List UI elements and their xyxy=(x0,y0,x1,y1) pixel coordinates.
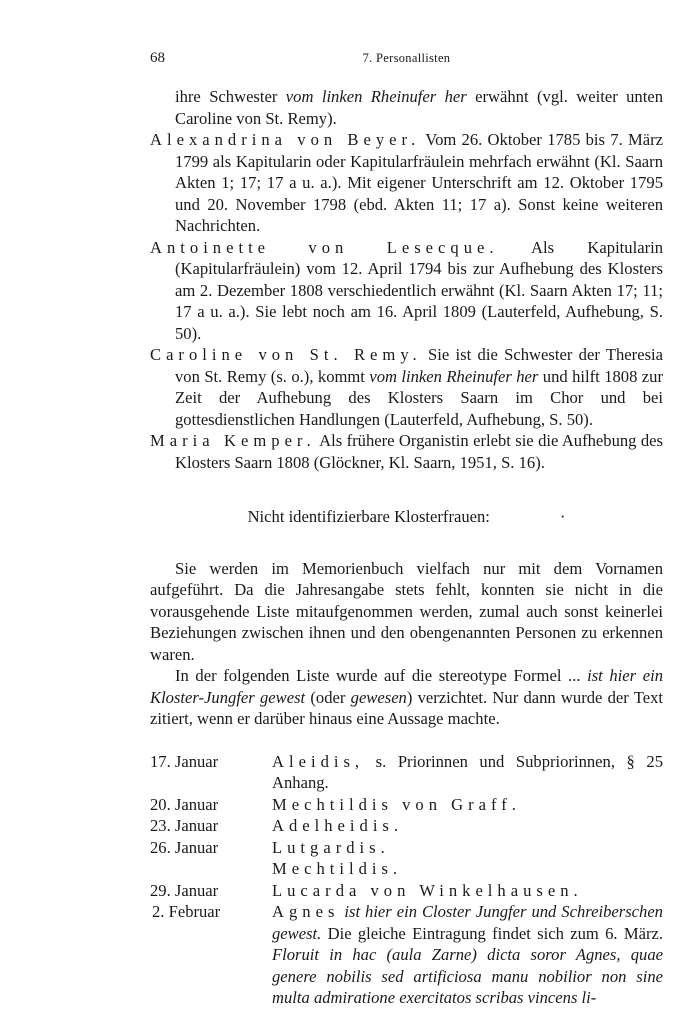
person-name: Caroline von St. Remy. xyxy=(150,345,422,364)
date-list xyxy=(150,751,663,1009)
list-item xyxy=(150,837,663,859)
person-name: Alexandrina von Beyer. xyxy=(150,130,421,149)
text-run: In der folgenden Liste wurde auf die stereotype Formel ... xyxy=(175,666,588,685)
italic-text: vom linken Rheinufer her xyxy=(369,366,539,386)
italic-text: gewesen xyxy=(350,687,407,707)
list-description xyxy=(272,880,663,902)
list-item xyxy=(150,901,663,1009)
list-item xyxy=(150,880,663,902)
running-title: 7. Personallisten xyxy=(362,51,451,65)
person-name: Antoinette von Lesecque. xyxy=(150,237,499,257)
text-run: ihre Schwester xyxy=(175,87,286,106)
list-item xyxy=(150,858,663,880)
text-run: Vom 26. Oktober 1785 bis 7. März 1799 als Kapitularin oder Kapitularfräulein mehrfach erwähnt (Kl. Saarn Akten 1; 17; 17 a u. a.). Mit eigener Unterschrift am 12. Oktober 1795 und 20. November 1798 (ebd. Akten 11; 17 a). Sonst keine weiteren Nachrichten. xyxy=(175,130,663,235)
person-name: Agnes xyxy=(272,902,340,921)
person-name: Maria Kemper. xyxy=(150,431,316,450)
person-name: Aleidis, xyxy=(272,751,365,771)
body-paragraph xyxy=(150,665,663,730)
list-date xyxy=(150,858,272,880)
list-description xyxy=(272,858,663,880)
person-name: Mechtildis. xyxy=(272,859,403,878)
list-item xyxy=(150,815,663,837)
text-run: ) verzichtet. Nur dann wurde der Text zitiert, wenn er darüber hinaus eine Aussage machte. xyxy=(150,687,664,728)
list-item xyxy=(150,794,663,816)
text-run: Sie werden im Memorienbuch vielfach nur mit dem Vornamen aufgeführt. Da die Jahresangabe stets fehlt, konnten sie nicht in die vorausgehende Liste mitaufgenommen werden, zumal auch sonst keinerlei Beziehungen zwischen ihnen und den obengenannten Personen zu erkennen waren. xyxy=(150,558,663,664)
person-name: Mechtildis von Graff. xyxy=(272,794,521,814)
personnel-entry xyxy=(150,129,663,237)
list-date: 29. Januar xyxy=(150,880,219,900)
text-run: s. Priorinnen und Subpriorinnen, § 25 Anhang. xyxy=(272,751,663,792)
section-heading xyxy=(150,506,663,528)
italic-text: vom linken Rheinufer her xyxy=(285,87,467,106)
text-run: (oder xyxy=(305,687,351,707)
text-run: Sie ist die Schwester der Theresia von St. Remy (s. o.), kommt xyxy=(175,345,663,386)
list-description xyxy=(272,794,663,816)
list-item xyxy=(150,751,663,794)
list-date: 17. Januar xyxy=(150,751,219,771)
italic-text: ist hier ein Kloster-Jungfer gewest xyxy=(150,666,663,707)
italic-text: Floruit in hac (aula Zarne) dicta soror Agnes, quae genere nobilis sed artificiosa manu nobilior non sine multa admiratione exercitatos scribas vincens li- xyxy=(272,945,663,1007)
list-date: 23. Januar xyxy=(150,816,219,835)
text-run: und hilft 1808 zur Zeit der Aufhebung des Klosters Saarn im Chor und bei gottesdienstlichen Handlungen (Lauterfeld, Aufhebung, S. 50). xyxy=(175,366,663,429)
page-number: 68 xyxy=(150,50,165,66)
list-description xyxy=(272,901,663,1009)
list-description xyxy=(272,837,663,859)
text-run: Die gleiche Eintragung findet sich zum 6. März. xyxy=(321,923,663,943)
person-name: Lucarda von Winkelhausen. xyxy=(272,880,583,900)
section-heading-text: Nicht identifizierbare Klosterfrauen: xyxy=(247,507,490,526)
body-paragraph xyxy=(150,558,663,666)
intro-paragraphs xyxy=(150,558,663,730)
list-date: 20. Januar xyxy=(150,794,219,814)
personnel-entries xyxy=(150,86,663,473)
person-name: Adelheidis. xyxy=(272,816,404,835)
italic-text: ist hier ein Closter Jungfer und Schreiberschen gewest. xyxy=(272,902,663,943)
list-description xyxy=(272,815,663,837)
text-run: Als Kapitularin (Kapitularfräulein) vom 12. April 1794 bis zur Aufhebung des Klosters am 2. Dezember 1808 verschiedentlich erwähnt (Kl. Saarn Akten 17; 11; 17 a u. a.). Sie lebt noch am 16. April 1809 (Lauterfeld, Aufhebung, S. 50). xyxy=(175,237,663,343)
personnel-entry xyxy=(150,86,663,129)
list-description xyxy=(272,751,663,794)
list-date: 2. Februar xyxy=(152,902,221,921)
list-date: 26. Januar xyxy=(150,837,219,857)
page-body xyxy=(150,86,663,1009)
personnel-entry xyxy=(150,430,663,473)
page-header xyxy=(150,50,663,70)
personnel-entry xyxy=(150,237,663,345)
person-name: Lutgardis. xyxy=(272,837,390,857)
stray-mark: · xyxy=(559,507,566,526)
text-run: erwähnt (vgl. weiter unten Caroline von St. Remy). xyxy=(175,87,663,128)
personnel-entry xyxy=(150,344,663,430)
text-run: Als frühere Organistin erlebt sie die Aufhebung des Klosters Saarn 1808 (Glöckner, Kl. Saarn, 1951, S. 16). xyxy=(175,431,663,472)
